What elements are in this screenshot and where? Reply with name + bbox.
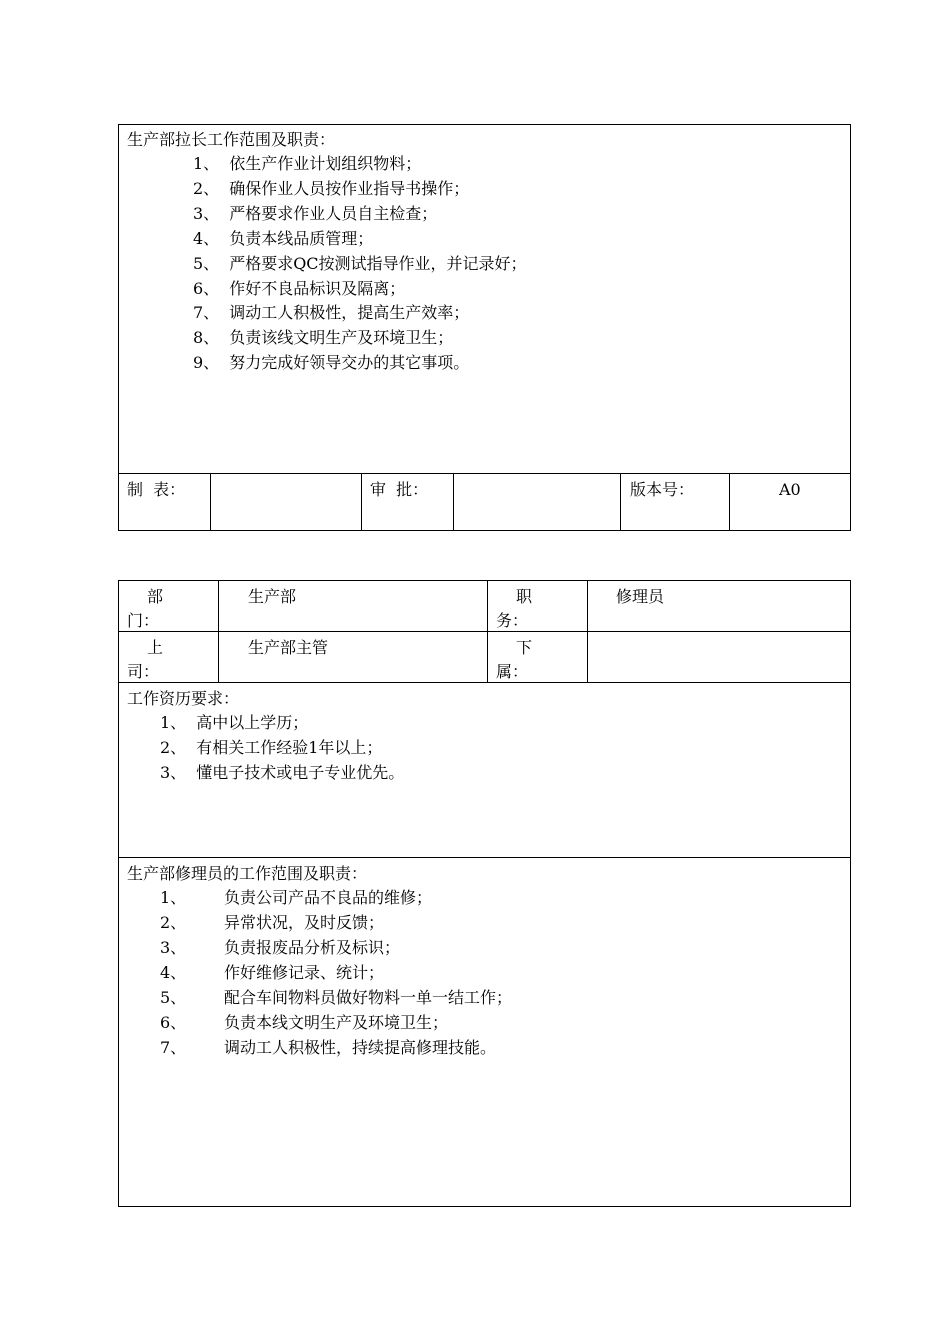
item-number: 2、 [193,179,220,198]
item-text: 有相关工作经验1年以上； [196,738,383,757]
requirements-title: 工作资历要求： [127,689,240,708]
repairman-duties-title: 生产部修理员的工作范围及职责： [127,864,368,883]
table2-row-divider-3 [118,857,851,858]
item-number: 4、 [160,963,187,982]
list-item [193,176,469,201]
version-value: A0 [779,480,801,499]
item-number: 5、 [193,254,220,273]
table2-col-divider-3 [587,580,588,682]
subordinate-label-line1: 下 [516,638,533,657]
item-number: 5、 [160,988,187,1007]
item-text: 懂电子技术或电子专业优先。 [196,763,405,782]
item-number: 4、 [193,229,220,248]
item-number: 1、 [193,154,220,173]
list-item [160,710,308,735]
item-number: 7、 [160,1038,187,1057]
list-item [160,1010,448,1035]
item-text: 严格要求QC按测试指导作业，并记录好； [229,254,527,273]
item-number: 1、 [160,888,187,907]
superior-value: 生产部主管 [248,638,329,657]
superior-label-line1: 上 [147,638,164,657]
list-item [193,226,373,251]
item-number: 6、 [193,279,220,298]
list-item [160,910,384,935]
item-number: 9、 [193,353,220,372]
item-number: 2、 [160,913,187,932]
position-label-line2: 务： [496,611,529,630]
table1-col-divider-4 [620,473,621,530]
position-label-line1: 职 [516,587,533,606]
table1-col-divider-3 [453,473,454,530]
subordinate-label-line2: 属： [496,662,529,681]
table1-footer-divider [118,473,851,474]
item-text: 负责本线品质管理； [229,229,374,248]
department-label-line1: 部 [147,587,164,606]
table2-row-divider-1 [118,631,851,632]
table2-row-divider-2 [118,682,851,683]
department-label-line2: 门： [127,611,160,630]
item-text: 负责报废品分析及标识； [224,938,401,957]
item-text: 确保作业人员按作业指导书操作； [229,179,470,198]
table1-col-divider-1 [210,473,211,530]
list-item [193,350,469,375]
list-item [160,885,432,910]
table1-col-divider-5 [729,473,730,530]
approve-label: 审 批： [370,480,429,499]
item-text: 努力完成好领导交办的其它事项。 [229,353,470,372]
list-item [160,760,404,785]
list-item [160,735,382,760]
item-text: 依生产作业计划组织物料； [229,154,422,173]
position-value: 修理员 [616,587,665,606]
list-item [160,1035,496,1060]
item-text: 调动工人积极性，持续提高修理技能。 [224,1038,497,1057]
version-label: 版本号： [630,480,695,499]
list-item [160,960,384,985]
item-number: 2、 [160,738,187,757]
list-item [193,251,527,276]
department-value: 生产部 [248,587,297,606]
item-text: 异常状况，及时反馈； [224,913,385,932]
item-text: 作好维修记录、统计； [224,963,385,982]
item-text: 负责该线文明生产及环境卫生； [229,328,454,347]
table2-col-divider-2 [487,580,488,682]
item-number: 8、 [193,328,220,347]
list-item [160,935,400,960]
item-number: 3、 [193,204,220,223]
item-text: 作好不良品标识及隔离； [229,279,406,298]
table1-col-divider-2 [361,473,362,530]
list-item [193,300,469,325]
item-number: 6、 [160,1013,187,1032]
list-item [193,276,405,301]
leader-duties-title: 生产部拉长工作范围及职责： [127,130,336,149]
item-number: 1、 [160,713,187,732]
list-item [193,325,453,350]
item-text: 负责本线文明生产及环境卫生； [224,1013,449,1032]
list-item [193,151,421,176]
table2-col-divider-1 [218,580,219,682]
superior-label-line2: 司： [127,662,160,681]
item-text: 高中以上学历； [196,713,309,732]
list-item [193,201,437,226]
item-text: 负责公司产品不良品的维修； [224,888,433,907]
item-text: 严格要求作业人员自主检查； [229,204,438,223]
item-number: 7、 [193,303,220,322]
item-text: 调动工人积极性，提高生产效率； [229,303,470,322]
made-by-label: 制 表： [127,480,186,499]
item-number: 3、 [160,763,187,782]
list-item [160,985,512,1010]
item-text: 配合车间物料员做好物料一单一结工作； [224,988,513,1007]
item-number: 3、 [160,938,187,957]
